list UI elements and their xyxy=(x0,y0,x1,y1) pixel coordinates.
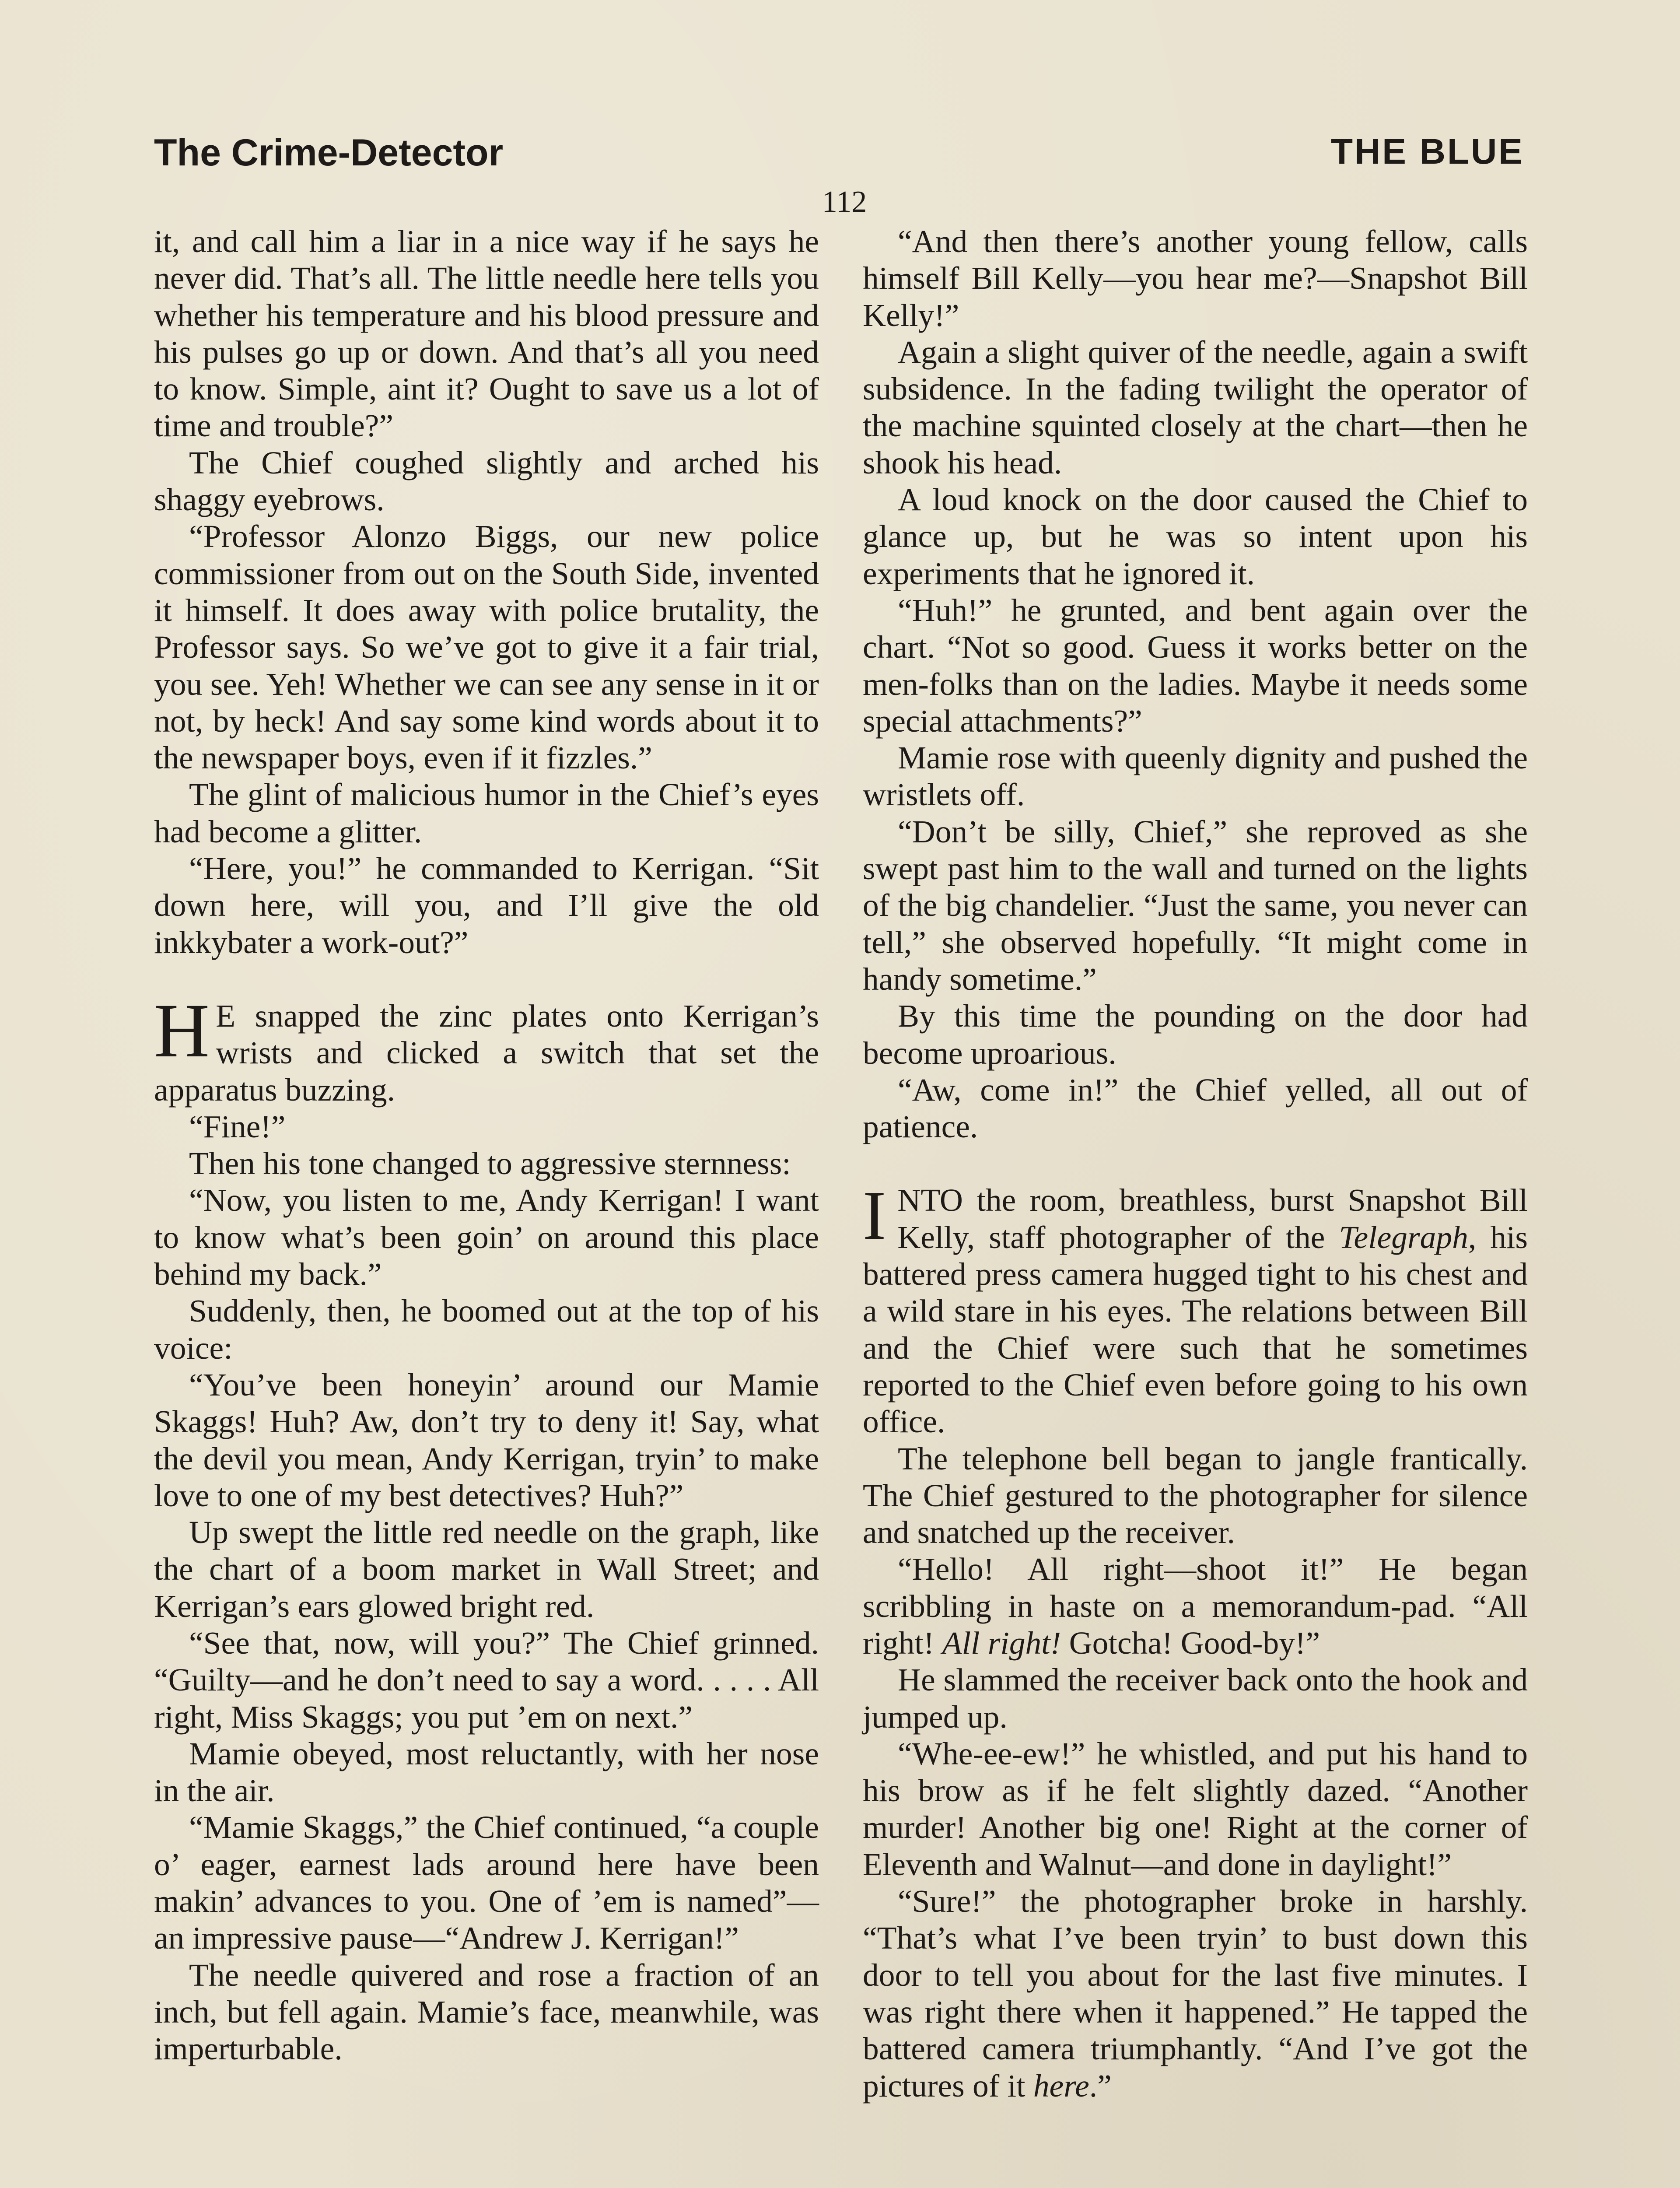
paragraph-text: “Hello! All right—shoot it!” He began scribbling in haste on a memorandum-pad. “All right! xyxy=(863,1551,1528,1661)
paragraph-text: E snapped the zinc plates onto Kerrigan’s wrists and clicked a switch that set the apparatus buzzing. xyxy=(154,998,819,1108)
paragraph: The Chief coughed slightly and arched his shaggy eyebrows. xyxy=(154,445,819,518)
paragraph: “Aw, come in!” the Chief yelled, all out of patience. xyxy=(863,1072,1528,1145)
emphasis: All right! xyxy=(942,1625,1061,1661)
section-opening-paragraph xyxy=(154,988,819,1108)
right-text-column xyxy=(863,223,1528,2104)
running-header-left: The Crime-Detector xyxy=(154,132,504,174)
paragraph: “Huh!” he grunted, and bent again over the chart. “Not so good. Guess it works better on the men-folks than on the ladies. Maybe it needs some special attachments?” xyxy=(863,592,1528,739)
paragraph-text: .” xyxy=(1089,2068,1112,2104)
paragraph: Suddenly, then, he boomed out at the top of his voice: xyxy=(154,1293,819,1366)
left-text-column xyxy=(154,223,819,2068)
paragraph-text: NTO the room, breathless, burst Snapshot Bill Kelly, staff photographer of the xyxy=(897,1182,1528,1255)
paragraph-text: , his battered press camera hugged tight to his chest and a wild stare in his eyes. The relations between Bill and the Chief were such that he sometimes reported to the Chief even before going to his own office. xyxy=(863,1219,1528,1440)
paragraph: Then his tone changed to aggressive sternness: xyxy=(189,1146,791,1182)
paragraph: “Don’t be silly, Chief,” she reproved as she swept past him to the wall and turned on the lights of the big chandelier. “Just the same, you never can tell,” she observed hopefully. “It might come in handy sometime.” xyxy=(863,813,1528,997)
drop-cap: H xyxy=(154,988,210,1073)
paragraph: Up swept the little red needle on the graph, like the chart of a boom market in Wall Street; and Kerrigan’s ears glowed bright red. xyxy=(154,1515,819,1624)
paragraph xyxy=(863,1883,1528,2104)
paragraph: Mamie obeyed, most reluctantly, with her nose in the air. xyxy=(154,1736,819,1809)
paragraph: Again a slight quiver of the needle, again a swift subsidence. In the fading twilight the operator of the machine squinted closely at the chart—then he shook his head. xyxy=(863,334,1528,480)
paragraph: “See that, now, will you?” The Chief grinned. “Guilty—and he don’t need to say a word. . . . . All right, Miss Skaggs; you put ’em on next.” xyxy=(154,1625,819,1735)
paragraph: “You’ve been honeyin’ around our Mamie Skaggs! Huh? Aw, don’t try to deny it! Say, what the devil you mean, Andy Kerrigan, tryin’ to make love to one of my best detectives? Huh?” xyxy=(154,1367,819,1513)
section-opening-paragraph xyxy=(863,1176,1528,1440)
paragraph: The needle quivered and rose a fraction of an inch, but fell again. Mamie’s face, meanwhile, was imperturbable. xyxy=(154,1957,819,2067)
paragraph-text: Gotcha! Good-by!” xyxy=(1069,1625,1320,1661)
paragraph: The glint of malicious humor in the Chief’s eyes had become a glitter. xyxy=(154,777,819,849)
paragraph: “Professor Alonzo Biggs, our new police commissioner from out on the South Side, invented it himself. It does away with police brutality, the Professor says. So we’ve got to give it a fair trial, you see. Yeh! Whether we can see any sense in it or not, by heck! And say some kind words about it to the newspaper boys, even if it fizzles.” xyxy=(154,519,819,776)
paragraph xyxy=(863,1551,1528,1662)
paragraph: “And then there’s another young fellow, calls himself Bill Kelly—you hear me?—Snapshot Bill Kelly!” xyxy=(863,224,1528,333)
paragraph: By this time the pounding on the door had become uproarious. xyxy=(863,998,1528,1071)
page-number: 112 xyxy=(822,185,867,219)
newspaper-name: Telegraph xyxy=(1339,1219,1468,1255)
paragraph: “Here, you!” he commanded to Kerrigan. “Sit down here, will you, and I’ll give the old inkkybater a work-out?” xyxy=(154,851,819,960)
paragraph: Mamie rose with queenly dignity and pushed the wristlets off. xyxy=(863,740,1528,813)
paragraph: “Mamie Skaggs,” the Chief continued, “a couple o’ eager, earnest lads around here have been makin’ advances to you. One of ’em is named”—an impressive pause—“Andrew J. Kerrigan!” xyxy=(154,1809,819,1956)
paragraph: The telephone bell began to jangle frantically. The Chief gestured to the photographer for silence and snatched up the receiver. xyxy=(863,1441,1528,1550)
emphasis: here xyxy=(1033,2068,1089,2104)
paragraph: A loud knock on the door caused the Chief to glance up, but he was so intent upon his experiments that he ignored it. xyxy=(863,482,1528,591)
drop-cap: I xyxy=(863,1176,886,1255)
paragraph: He slammed the receiver back onto the hook and jumped up. xyxy=(863,1662,1528,1735)
paragraph: “Fine!” xyxy=(189,1108,286,1144)
paragraph: “Whe-ee-ew!” he whistled, and put his hand to his brow as if he felt slightly dazed. “Another murder! Another big one! Right at the corner of Eleventh and Walnut—and done in daylight!” xyxy=(863,1736,1528,1882)
paragraph: it, and call him a liar in a nice way if he says he never did. That’s all. The little needle here tells you whether his temperature and his blood pressure and his pulses go up or down. And that’s all you need to know. Simple, aint it? Ought to save us a lot of time and trouble?” xyxy=(154,224,819,444)
paragraph: “Now, you listen to me, Andy Kerrigan! I want to know what’s been goin’ on around this place behind my back.” xyxy=(154,1182,819,1292)
paragraph-text: “Sure!” the photographer broke in harshly. “That’s what I’ve been tryin’ to bust down this door to tell you about for the last five minutes. I was right there when it happened.” He tapped the battered camera triumphantly. “And I’ve got the pictures of it xyxy=(863,1883,1528,2104)
running-header-right: THE BLUE xyxy=(1331,132,1524,172)
